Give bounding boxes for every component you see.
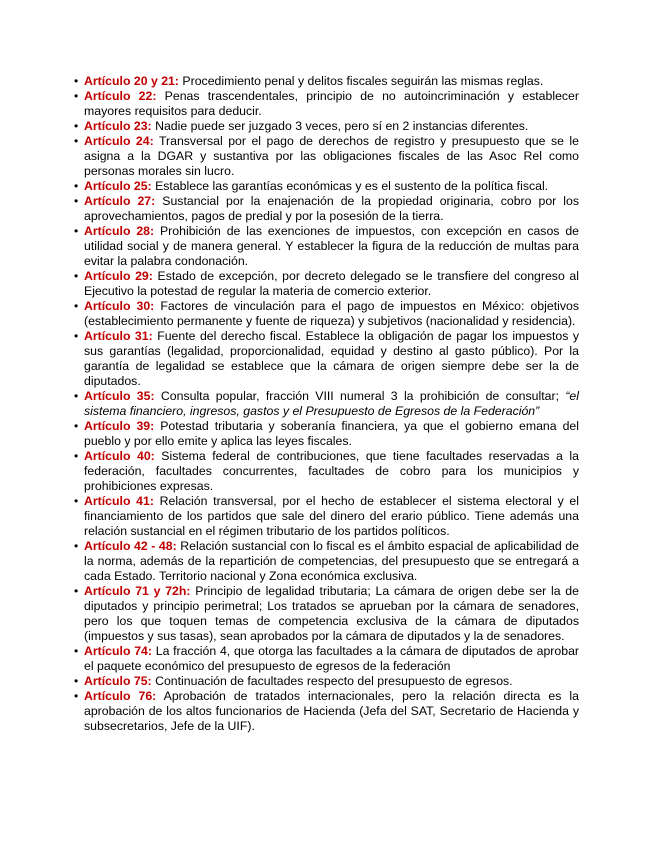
article-text: Sistema federal de contribuciones, que tiene facultades reservadas a la federación, facultades concurrentes, facultades de cobro para los municipios y prohibiciones expresas. [84, 449, 579, 493]
article-text: Penas trascendentales, principio de no autoincriminación y establecer mayores requisitos para deducir. [84, 89, 579, 118]
article-label: Artículo 41: [84, 494, 154, 508]
article-text: Factores de vinculación para el pago de impuestos en México: objetivos (establecimiento permanente y fuente de riqueza) y subjetivos (nacionalidad y residencia). [84, 299, 579, 328]
article-label: Artículo 42 - 48: [84, 539, 177, 553]
article-text: Relación sustancial con lo fiscal es el ámbito espacial de aplicabilidad de la norma, además de la repartición de competencias, del presupuesto que se entregará a cada Estado. Territorio nacional y Zona económica exclusiva. [84, 539, 579, 583]
list-item-art-30 [74, 299, 579, 329]
list-item-art-23 [74, 119, 579, 134]
list-item-art-39 [74, 419, 579, 449]
list-item-art-42-48 [74, 539, 579, 584]
list-item-art-35 [74, 389, 579, 419]
list-item-art-22 [74, 89, 579, 119]
article-text: Principio de legalidad tributaria; La cámara de origen debe ser la de diputados y principio perimetral; Los tratados se aprueban por la cámara de senadores, pero los que toquen temas de competencia exclusiva de la cámara de diputados (impuestos y sus tasas), sean aprobados por la cámara de diputados y la de senadores. [84, 584, 579, 643]
article-label: Artículo 74: [84, 644, 152, 658]
article-label: Artículo 28: [84, 224, 155, 238]
article-quote: “el sistema financiero, ingresos, gastos y el Presupuesto de Egresos de la Federación” [84, 389, 579, 418]
list-item-art-31 [74, 329, 579, 389]
article-label: Artículo 25: [84, 179, 152, 193]
list-item-art-24 [74, 134, 579, 179]
article-text: Procedimiento penal y delitos fiscales seguirán las mismas reglas. [179, 74, 544, 88]
article-label: Artículo 29: [84, 269, 153, 283]
article-label: Artículo 23: [84, 119, 152, 133]
list-item-art-41 [74, 494, 579, 539]
article-label: Artículo 31: [84, 329, 153, 343]
article-text: Consulta popular, fracción VIII numeral 3 la prohibición de consultar; [154, 389, 566, 403]
article-text: La fracción 4, que otorga las facultades a la cámara de diputados de aprobar el paquete económico del presupuesto de egresos de la federación [84, 644, 579, 673]
article-label: Artículo 22: [84, 89, 157, 103]
list-item-art-29 [74, 269, 579, 299]
article-text: Potestad tributaria y soberanía financiera, ya que el gobierno emana del pueblo y por ello emite y aplica las leyes fiscales. [84, 419, 579, 448]
article-text: Continuación de facultades respecto del presupuesto de egresos. [151, 674, 513, 688]
list-item-art-25 [74, 179, 579, 194]
article-label: Artículo 39: [84, 419, 155, 433]
list-item-art-20-21 [74, 74, 579, 89]
article-label: Artículo 30: [84, 299, 155, 313]
article-text: Estado de excepción, por decreto delegado se le transfiere del congreso al Ejecutivo la potestad de regular la materia de comercio exterior. [84, 269, 579, 298]
article-text: Nadie puede ser juzgado 3 veces, pero sí en 2 instancias diferentes. [151, 119, 529, 133]
article-label: Artículo 24: [84, 134, 154, 148]
list-item-art-75 [74, 674, 579, 689]
article-text: Aprobación de tratados internacionales, pero la relación directa es la aprobación de los altos funcionarios de Hacienda (Jefa del SAT, Secretario de Hacienda y subsecretarios, Jefe de la UIF). [84, 689, 579, 733]
list-item-art-27 [74, 194, 579, 224]
list-item-art-40 [74, 449, 579, 494]
article-text: Relación transversal, por el hecho de establecer el sistema electoral y el financiamiento de los partidos que sale del dinero del erario público. Tiene además una relación sustancial en el régimen tributario de los partidos políticos. [84, 494, 579, 538]
list-item-art-74 [74, 644, 579, 674]
article-text: Establece las garantías económicas y es el sustento de la política fiscal. [151, 179, 549, 193]
article-text: Prohibición de las exenciones de impuestos, con excepción en casos de utilidad social y de manera general. Y establecer la figura de la reducción de multas para evitar la palabra condonación. [84, 224, 579, 268]
article-label: Artículo 27: [84, 194, 156, 208]
article-label: Artículo 71 y 72h: [84, 584, 191, 598]
article-text: Transversal por el pago de derechos de registro y presupuesto que se le asigna a la DGAR y sustantiva por las obligaciones fiscales de las Asoc Rel como personas morales sin lucro. [84, 134, 579, 178]
article-label: Artículo 35: [84, 389, 155, 403]
article-text: Sustancial por la enajenación de la propiedad originaria, cobro por los aprovechamientos, pagos de predial y por la posesión de la tierra. [84, 194, 579, 223]
list-item-art-71-72 [74, 584, 579, 644]
article-label: Artículo 75: [84, 674, 152, 688]
article-list [74, 74, 579, 734]
list-item-art-76 [74, 689, 579, 734]
list-item-art-28 [74, 224, 579, 269]
article-label: Artículo 76: [84, 689, 157, 703]
article-label: Artículo 40: [84, 449, 155, 463]
document-page [74, 74, 579, 734]
article-text: Fuente del derecho fiscal. Establece la obligación de pagar los impuestos y sus garantías (legalidad, proporcionalidad, equidad y destino al gasto público). Por la garantía de legalidad se establece que la cámara de origen siempre debe ser la de diputados. [84, 329, 579, 388]
article-label: Artículo 20 y 21: [84, 74, 179, 88]
